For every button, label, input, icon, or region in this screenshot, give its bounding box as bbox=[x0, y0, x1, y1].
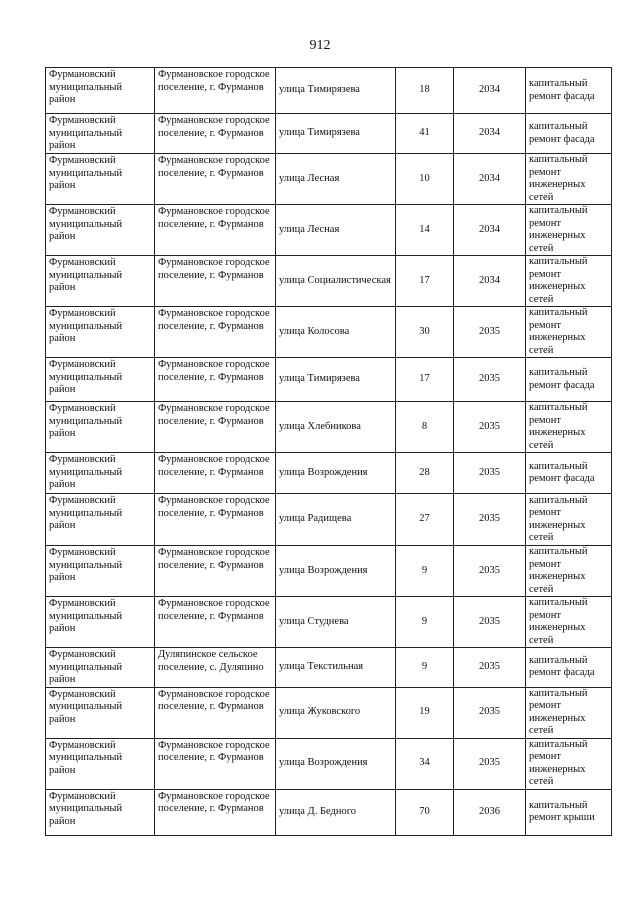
year-cell: 2035 bbox=[454, 307, 526, 358]
district-cell: Фурмановский муниципальный район bbox=[46, 687, 155, 738]
table-body bbox=[46, 68, 612, 836]
house-number-cell: 70 bbox=[396, 789, 454, 835]
settlement-cell: Фурмановское городское поселение, г. Фурманов bbox=[155, 154, 276, 205]
settlement-cell: Фурмановское городское поселение, г. Фурманов bbox=[155, 738, 276, 789]
district-cell: Фурмановский муниципальный район bbox=[46, 789, 155, 835]
district-cell: Фурмановский муниципальный район bbox=[46, 205, 155, 256]
district-cell: Фурмановский муниципальный район bbox=[46, 358, 155, 402]
house-number-cell: 19 bbox=[396, 687, 454, 738]
year-cell: 2035 bbox=[454, 358, 526, 402]
year-cell: 2034 bbox=[454, 256, 526, 307]
work-type-cell: капитальный ремонт фасада bbox=[526, 68, 612, 114]
street-cell: улица Социалистическая bbox=[276, 256, 396, 307]
settlement-cell: Фурмановское городское поселение, г. Фурманов bbox=[155, 597, 276, 648]
table-row bbox=[46, 256, 612, 307]
street-cell: улица Хлебникова bbox=[276, 402, 396, 453]
street-cell: улица Возрождения bbox=[276, 453, 396, 494]
street-cell: улица Лесная bbox=[276, 154, 396, 205]
year-cell: 2034 bbox=[454, 205, 526, 256]
table-row bbox=[46, 597, 612, 648]
house-number-cell: 18 bbox=[396, 68, 454, 114]
settlement-cell: Фурмановское городское поселение, г. Фурманов bbox=[155, 789, 276, 835]
settlement-cell: Фурмановское городское поселение, г. Фурманов bbox=[155, 687, 276, 738]
house-number-cell: 9 bbox=[396, 597, 454, 648]
work-type-cell: капитальный ремонт инженерных сетей bbox=[526, 687, 612, 738]
table-row bbox=[46, 154, 612, 205]
settlement-cell: Фурмановское городское поселение, г. Фурманов bbox=[155, 68, 276, 114]
year-cell: 2035 bbox=[454, 494, 526, 546]
house-number-cell: 28 bbox=[396, 453, 454, 494]
street-cell: улица Колосова bbox=[276, 307, 396, 358]
settlement-cell: Фурмановское городское поселение, г. Фурманов bbox=[155, 307, 276, 358]
work-type-cell: капитальный ремонт инженерных сетей bbox=[526, 154, 612, 205]
house-number-cell: 17 bbox=[396, 256, 454, 307]
housing-repair-table bbox=[45, 67, 612, 836]
table-row bbox=[46, 648, 612, 688]
district-cell: Фурмановский муниципальный район bbox=[46, 738, 155, 789]
work-type-cell: капитальный ремонт фасада bbox=[526, 358, 612, 402]
work-type-cell: капитальный ремонт фасада bbox=[526, 114, 612, 154]
district-cell: Фурмановский муниципальный район bbox=[46, 114, 155, 154]
table-row bbox=[46, 546, 612, 597]
district-cell: Фурмановский муниципальный район bbox=[46, 597, 155, 648]
settlement-cell: Фурмановское городское поселение, г. Фурманов bbox=[155, 494, 276, 546]
year-cell: 2034 bbox=[454, 68, 526, 114]
settlement-cell: Фурмановское городское поселение, г. Фурманов bbox=[155, 402, 276, 453]
year-cell: 2036 bbox=[454, 789, 526, 835]
street-cell: улица Возрождения bbox=[276, 546, 396, 597]
work-type-cell: капитальный ремонт инженерных сетей bbox=[526, 546, 612, 597]
house-number-cell: 17 bbox=[396, 358, 454, 402]
street-cell: улица Жуковского bbox=[276, 687, 396, 738]
street-cell: улица Текстильная bbox=[276, 648, 396, 688]
street-cell: улица Тимирязева bbox=[276, 114, 396, 154]
year-cell: 2034 bbox=[454, 154, 526, 205]
settlement-cell: Фурмановское городское поселение, г. Фурманов bbox=[155, 205, 276, 256]
table-row bbox=[46, 738, 612, 789]
work-type-cell: капитальный ремонт крыши bbox=[526, 789, 612, 835]
street-cell: улица Студнева bbox=[276, 597, 396, 648]
page-number: 912 bbox=[309, 38, 331, 53]
work-type-cell: капитальный ремонт инженерных сетей bbox=[526, 597, 612, 648]
house-number-cell: 41 bbox=[396, 114, 454, 154]
year-cell: 2035 bbox=[454, 738, 526, 789]
house-number-cell: 9 bbox=[396, 648, 454, 688]
settlement-cell: Дуляпинское сельское поселение, с. Дуляпино bbox=[155, 648, 276, 688]
street-cell: улица Возрождения bbox=[276, 738, 396, 789]
work-type-cell: капитальный ремонт инженерных сетей bbox=[526, 307, 612, 358]
street-cell: улица Тимирязева bbox=[276, 358, 396, 402]
settlement-cell: Фурмановское городское поселение, г. Фурманов bbox=[155, 256, 276, 307]
settlement-cell: Фурмановское городское поселение, г. Фурманов bbox=[155, 546, 276, 597]
table-row bbox=[46, 68, 612, 114]
district-cell: Фурмановский муниципальный район bbox=[46, 546, 155, 597]
settlement-cell: Фурмановское городское поселение, г. Фурманов bbox=[155, 453, 276, 494]
table-row bbox=[46, 687, 612, 738]
table-row bbox=[46, 307, 612, 358]
year-cell: 2035 bbox=[454, 546, 526, 597]
year-cell: 2035 bbox=[454, 687, 526, 738]
year-cell: 2035 bbox=[454, 402, 526, 453]
table-row bbox=[46, 494, 612, 546]
house-number-cell: 30 bbox=[396, 307, 454, 358]
work-type-cell: капитальный ремонт инженерных сетей bbox=[526, 256, 612, 307]
year-cell: 2035 bbox=[454, 453, 526, 494]
house-number-cell: 10 bbox=[396, 154, 454, 205]
street-cell: улица Радищева bbox=[276, 494, 396, 546]
district-cell: Фурмановский муниципальный район bbox=[46, 494, 155, 546]
table-row bbox=[46, 358, 612, 402]
district-cell: Фурмановский муниципальный район bbox=[46, 154, 155, 205]
table-row bbox=[46, 789, 612, 835]
district-cell: Фурмановский муниципальный район bbox=[46, 307, 155, 358]
street-cell: улица Лесная bbox=[276, 205, 396, 256]
work-type-cell: капитальный ремонт инженерных сетей bbox=[526, 738, 612, 789]
house-number-cell: 34 bbox=[396, 738, 454, 789]
table-row bbox=[46, 453, 612, 494]
work-type-cell: капитальный ремонт инженерных сетей bbox=[526, 205, 612, 256]
work-type-cell: капитальный ремонт фасада bbox=[526, 453, 612, 494]
house-number-cell: 9 bbox=[396, 546, 454, 597]
year-cell: 2034 bbox=[454, 114, 526, 154]
work-type-cell: капитальный ремонт инженерных сетей bbox=[526, 494, 612, 546]
district-cell: Фурмановский муниципальный район bbox=[46, 648, 155, 688]
house-number-cell: 14 bbox=[396, 205, 454, 256]
district-cell: Фурмановский муниципальный район bbox=[46, 256, 155, 307]
table-row bbox=[46, 402, 612, 453]
work-type-cell: капитальный ремонт инженерных сетей bbox=[526, 402, 612, 453]
settlement-cell: Фурмановское городское поселение, г. Фурманов bbox=[155, 114, 276, 154]
house-number-cell: 8 bbox=[396, 402, 454, 453]
street-cell: улица Тимирязева bbox=[276, 68, 396, 114]
table-row bbox=[46, 114, 612, 154]
district-cell: Фурмановский муниципальный район bbox=[46, 68, 155, 114]
district-cell: Фурмановский муниципальный район bbox=[46, 453, 155, 494]
work-type-cell: капитальный ремонт фасада bbox=[526, 648, 612, 688]
house-number-cell: 27 bbox=[396, 494, 454, 546]
street-cell: улица Д. Бедного bbox=[276, 789, 396, 835]
table-row bbox=[46, 205, 612, 256]
settlement-cell: Фурмановское городское поселение, г. Фурманов bbox=[155, 358, 276, 402]
district-cell: Фурмановский муниципальный район bbox=[46, 402, 155, 453]
year-cell: 2035 bbox=[454, 597, 526, 648]
year-cell: 2035 bbox=[454, 648, 526, 688]
